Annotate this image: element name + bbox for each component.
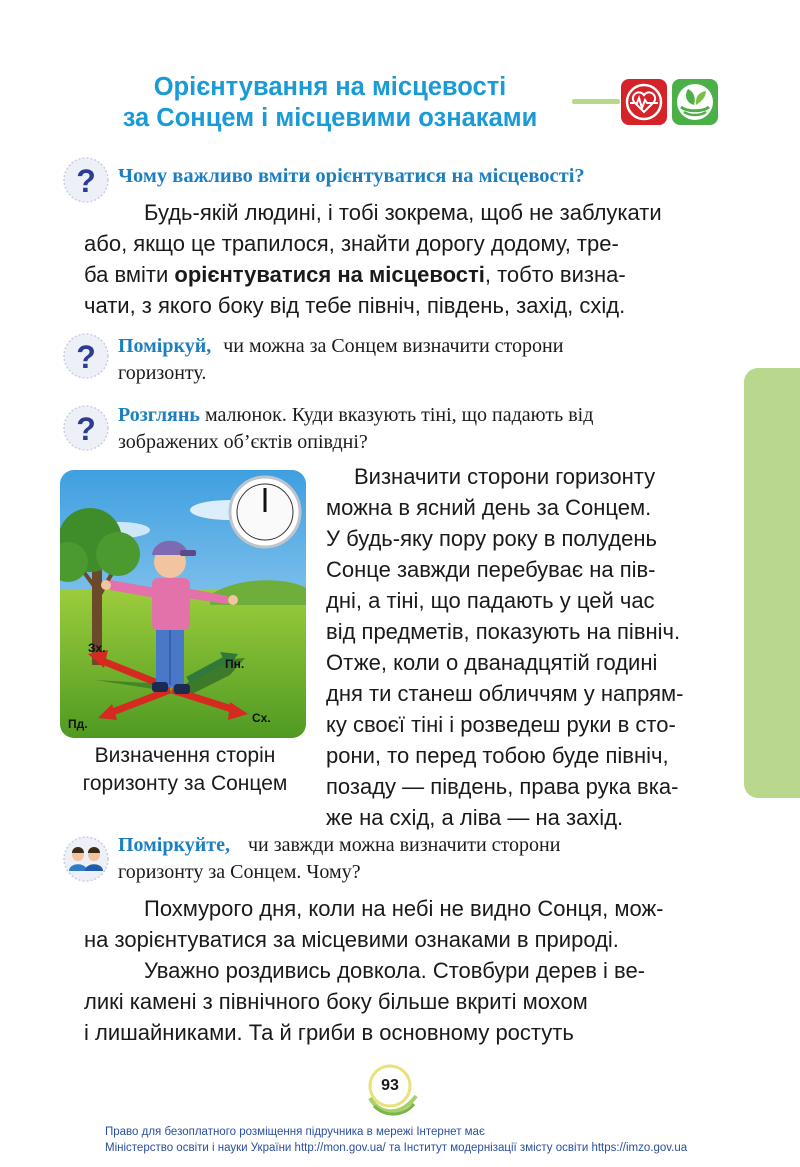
side-line: можна в ясний день за Сонцем. <box>326 495 652 520</box>
side-line: ку своєї тіні і розведеш руки в сто- <box>326 712 676 737</box>
bottom-line: на зорієнтуватися за місцевими ознаками в природі. <box>84 927 619 952</box>
q1-line-3-pre: ба вміти <box>84 262 175 287</box>
side-line: дня ти станеш обличчям у напрям- <box>326 681 684 706</box>
q1-line-3 <box>84 259 720 290</box>
bottom-paragraph <box>84 893 720 1048</box>
side-line: же на схід, а ліва — на захід. <box>326 805 624 830</box>
q3-rest-1: малюнок. Куди вказують тіні, що падають від <box>204 404 594 426</box>
q2-rest-1: чи можна за Сонцем визначити сторони <box>223 335 564 357</box>
title-line-2: за Сонцем і місцевими ознаками <box>122 104 538 132</box>
q4-prompt <box>118 832 720 886</box>
leaf-hands-icon <box>672 79 718 125</box>
side-line: від предметів, показують на північ. <box>326 619 681 644</box>
q3-lead: Розглянь <box>118 404 200 426</box>
question-icon <box>62 332 110 380</box>
footer-notice <box>105 1124 755 1156</box>
footer-line-2: Міністерство освіти і науки України http://mon.gov.ua/ та Інститут модернізації змісту освіти https://imzo.gov.ua <box>105 1142 688 1154</box>
q2-rest-2: горизонту. <box>118 362 207 384</box>
side-line: Отже, коли о дванадцятій годині <box>326 650 658 675</box>
pupils-pair-icon <box>62 835 110 883</box>
q1-paragraph <box>84 197 720 321</box>
q4-rest-2: горизонту за Сонцем. Чому? <box>118 861 361 883</box>
bottom-line: і лишайниками. Та й гриби в основному ростуть <box>84 1020 574 1045</box>
side-tab <box>744 368 800 798</box>
svg-text:?: ? <box>76 411 96 447</box>
side-line: дні, а тіні, що падають у цей час <box>326 588 655 613</box>
title-line-1: Орієнтування на місцевості <box>153 73 507 101</box>
question-icon <box>62 404 110 452</box>
q2-lead: Поміркуй, <box>118 335 212 357</box>
label-west: Зх. <box>88 641 106 655</box>
q4-lead: Поміркуйте, <box>118 834 230 856</box>
q3-rest-2: зображених об’єктів опівдні? <box>118 431 368 453</box>
q1-line-3-bold: орієнтуватися на місцевості <box>174 262 485 287</box>
heart-pulse-icon <box>621 79 667 125</box>
q1-line-3-post: , тобто визна- <box>484 262 626 287</box>
label-south: Пд. <box>68 717 88 731</box>
illustration-caption <box>60 742 310 798</box>
label-north: Пн. <box>225 657 245 671</box>
svg-text:?: ? <box>76 163 96 199</box>
sun-orientation-illustration <box>60 470 306 738</box>
title-rule <box>572 99 620 104</box>
q3-prompt <box>118 402 720 456</box>
side-line: позаду — південь, права рука вка- <box>326 774 679 799</box>
bottom-line: Похмурого дня, коли на небі не видно Сонця, мож- <box>144 896 664 921</box>
q1-line-1: Будь-якій людині, і тобі зокрема, щоб не заблукати <box>144 200 662 225</box>
bottom-line: Уважно роздивись довкола. Стовбури дерев і ве- <box>144 958 646 983</box>
label-east: Сх. <box>252 711 271 725</box>
page-number: 93 <box>381 1077 399 1094</box>
side-line: Визначити сторони горизонту <box>354 464 656 489</box>
side-line: рони, то перед тобою буде північ, <box>326 743 669 768</box>
bottom-line: ликі камені з північного боку більше вкриті мохом <box>84 989 588 1014</box>
caption-line-1: Визначення сторін <box>94 744 276 767</box>
q1-line-4: чати, з якого боку від тебе північ, південь, захід, схід. <box>84 293 626 318</box>
svg-text:?: ? <box>76 339 96 375</box>
q1-heading: Чому важливо вміти орієнтуватися на місцевості? <box>118 165 585 187</box>
side-line: У будь-яку пору року в полудень <box>326 526 657 551</box>
q4-rest-1: чи завжди можна визначити сторони <box>247 834 561 856</box>
side-line: Сонце завжди перебуває на пів- <box>326 557 656 582</box>
page-title <box>90 72 570 134</box>
footer-line-1: Право для безоплатного розміщення підручника в мережі Інтернет має <box>105 1126 485 1138</box>
q1-line-2: або, якщо це трапилося, знайти дорогу додому, тре- <box>84 231 619 256</box>
caption-line-2: горизонту за Сонцем <box>82 772 288 795</box>
q2-prompt <box>118 333 720 387</box>
side-paragraph <box>326 461 720 833</box>
